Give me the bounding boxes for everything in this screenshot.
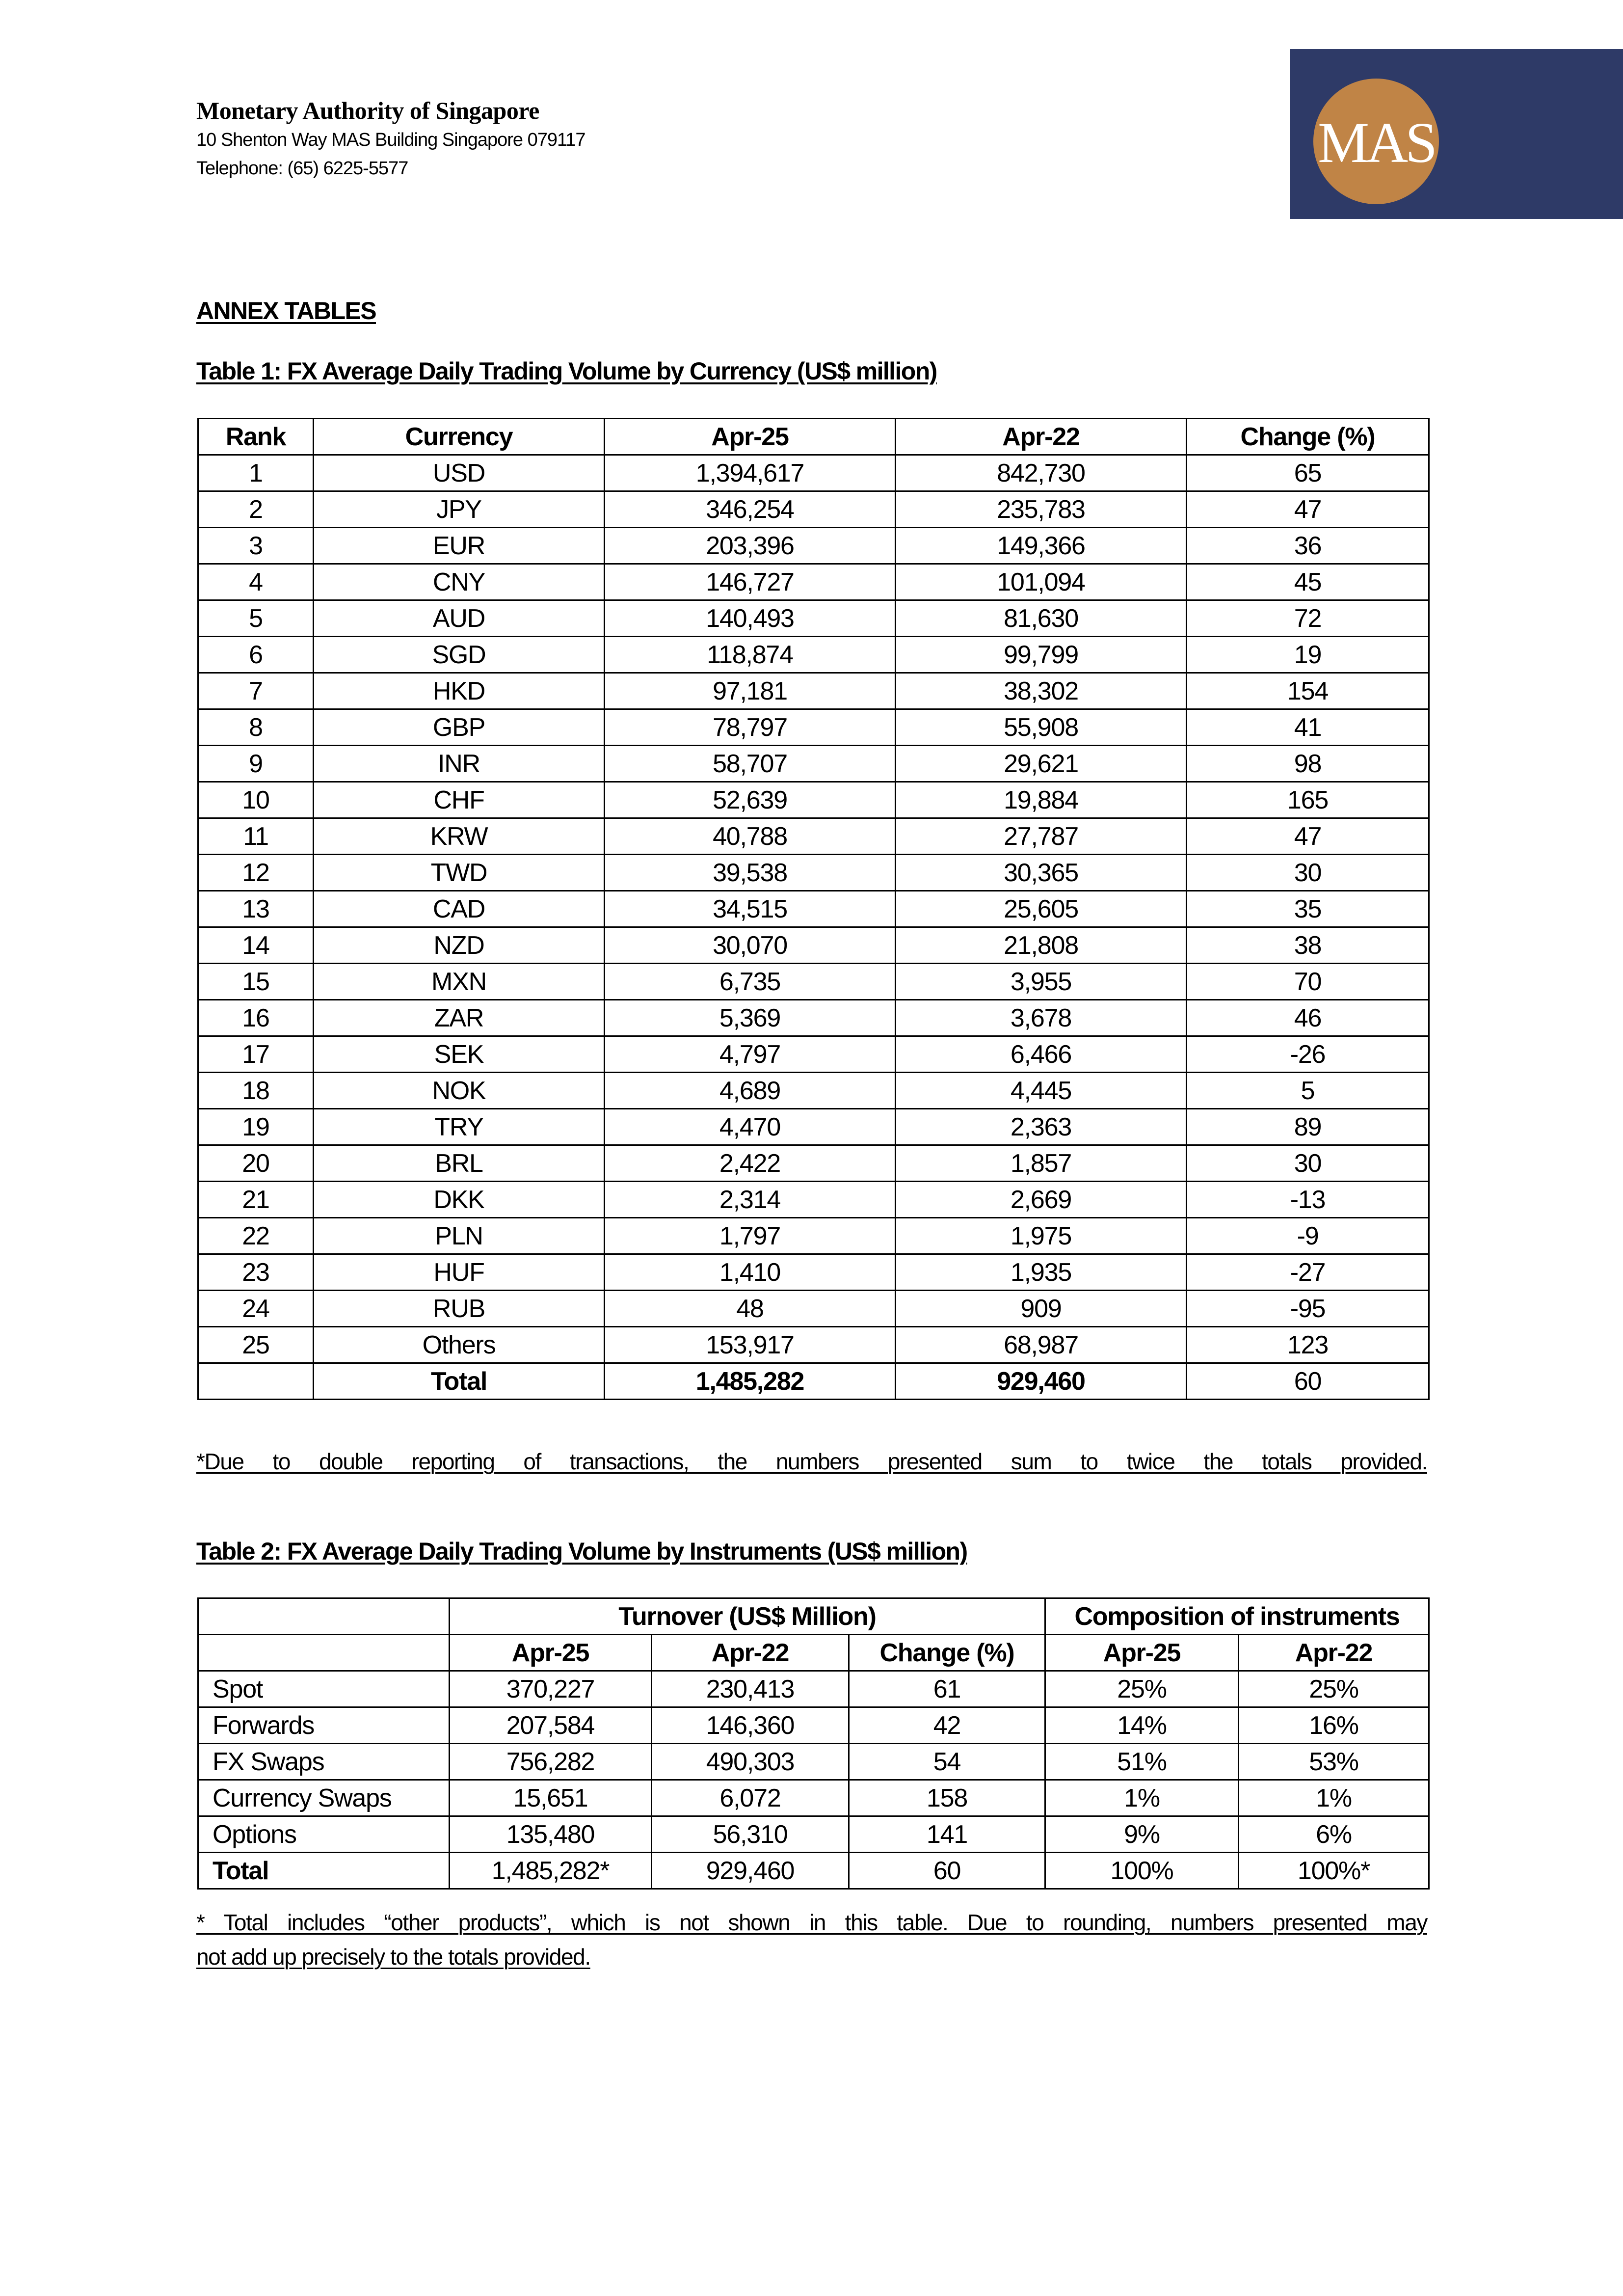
group-header-blank [198, 1598, 450, 1635]
column-header-change: Change (%) [1187, 419, 1429, 455]
table-row [198, 1291, 1429, 1327]
turnover-apr22-cell: 56,310 [652, 1816, 849, 1853]
currency-cell: KRW [314, 818, 605, 855]
rank-cell: 23 [198, 1254, 314, 1291]
change-cell: -13 [1187, 1182, 1429, 1218]
table2-footnote-line2: not add up precisely to the totals provided. [196, 1944, 590, 1970]
table-row [198, 746, 1429, 782]
column-header-apr22: Apr-22 [896, 419, 1187, 455]
change-cell: 158 [849, 1780, 1045, 1816]
currency-cell: MXN [314, 964, 605, 1000]
change-cell: 47 [1187, 491, 1429, 528]
currency-cell: NOK [314, 1073, 605, 1109]
turnover-apr22-cell: 490,303 [652, 1744, 849, 1780]
table-row [198, 1254, 1429, 1291]
instrument-cell: Forwards [198, 1707, 450, 1744]
apr22-cell: 149,366 [896, 528, 1187, 564]
table-row [198, 927, 1429, 964]
annex-title: ANNEX TABLES [196, 297, 376, 324]
table-row [198, 1707, 1429, 1744]
group-header-composition: Composition of instruments [1045, 1598, 1429, 1635]
currency-cell: DKK [314, 1182, 605, 1218]
change-cell: 123 [1187, 1327, 1429, 1363]
table2-group-header-row [198, 1598, 1429, 1635]
apr22-cell: 235,783 [896, 491, 1187, 528]
apr22-cell: 25,605 [896, 891, 1187, 927]
change-cell: 42 [849, 1707, 1045, 1744]
currency-cell: AUD [314, 600, 605, 637]
column-header-rank: Rank [198, 419, 314, 455]
currency-cell: JPY [314, 491, 605, 528]
apr25-cell: 4,689 [605, 1073, 896, 1109]
apr22-cell: 1,935 [896, 1254, 1187, 1291]
composition-apr25-cell: 14% [1045, 1707, 1239, 1744]
apr25-cell: 146,727 [605, 564, 896, 600]
currency-cell: EUR [314, 528, 605, 564]
total-change: 60 [1187, 1363, 1429, 1400]
table-row [198, 1036, 1429, 1073]
table2-total-row [198, 1853, 1429, 1889]
change-cell: 70 [1187, 964, 1429, 1000]
currency-cell: INR [314, 746, 605, 782]
apr25-cell: 48 [605, 1291, 896, 1327]
change-cell: 165 [1187, 782, 1429, 818]
apr25-cell: 2,314 [605, 1182, 896, 1218]
rank-cell: 13 [198, 891, 314, 927]
currency-cell: GBP [314, 709, 605, 746]
change-cell: 30 [1187, 855, 1429, 891]
change-cell: -95 [1187, 1291, 1429, 1327]
organization-telephone: Telephone: (65) 6225-5577 [196, 158, 408, 179]
rank-cell: 25 [198, 1327, 314, 1363]
apr22-cell: 2,363 [896, 1109, 1187, 1145]
change-cell: 38 [1187, 927, 1429, 964]
apr25-cell: 4,470 [605, 1109, 896, 1145]
currency-cell: SEK [314, 1036, 605, 1073]
change-cell: 46 [1187, 1000, 1429, 1036]
apr22-cell: 1,975 [896, 1218, 1187, 1254]
apr25-cell: 58,707 [605, 746, 896, 782]
column-header-apr25: Apr-25 [605, 419, 896, 455]
rank-cell: 12 [198, 855, 314, 891]
total-apr22: 929,460 [896, 1363, 1187, 1400]
rank-cell: 21 [198, 1182, 314, 1218]
table-row [198, 600, 1429, 637]
change-cell: 41 [1187, 709, 1429, 746]
logo-text: MAS [1318, 110, 1435, 175]
change-cell: 30 [1187, 1145, 1429, 1182]
table-row [198, 1671, 1429, 1707]
composition-apr25-total: 100% [1045, 1853, 1239, 1889]
table1-footnote: *Due to double reporting of transactions, the numbers presented sum to twice the totals provided. [196, 1449, 1427, 1474]
column-header-currency: Currency [314, 419, 605, 455]
composition-apr25-cell: 1% [1045, 1780, 1239, 1816]
apr22-cell: 3,678 [896, 1000, 1187, 1036]
turnover-apr25-cell: 756,282 [450, 1744, 652, 1780]
composition-apr22-total: 100%* [1239, 1853, 1429, 1889]
instrument-cell: Currency Swaps [198, 1780, 450, 1816]
apr25-cell: 97,181 [605, 673, 896, 709]
rank-cell: 14 [198, 927, 314, 964]
rank-cell: 19 [198, 1109, 314, 1145]
table-row [198, 709, 1429, 746]
currency-cell: TRY [314, 1109, 605, 1145]
turnover-apr22-cell: 6,072 [652, 1780, 849, 1816]
column-header-change: Change (%) [849, 1635, 1045, 1671]
apr22-cell: 38,302 [896, 673, 1187, 709]
composition-apr25-cell: 9% [1045, 1816, 1239, 1853]
rank-cell: 17 [198, 1036, 314, 1073]
table2-footnote-line1: * Total includes “other products”, which is not shown in this table. Due to rounding, numbers presented may [196, 1910, 1427, 1935]
apr22-cell: 81,630 [896, 600, 1187, 637]
apr25-cell: 153,917 [605, 1327, 896, 1363]
apr25-cell: 1,394,617 [605, 455, 896, 491]
apr22-cell: 1,857 [896, 1145, 1187, 1182]
apr22-cell: 30,365 [896, 855, 1187, 891]
rank-cell: 10 [198, 782, 314, 818]
composition-apr25-cell: 25% [1045, 1671, 1239, 1707]
table-row [198, 1780, 1429, 1816]
instrument-total: Total [198, 1853, 450, 1889]
table-row [198, 782, 1429, 818]
apr22-cell: 909 [896, 1291, 1187, 1327]
table1-currency-volume [197, 418, 1430, 1400]
table-row [198, 1327, 1429, 1363]
composition-apr25-cell: 51% [1045, 1744, 1239, 1780]
turnover-apr25-cell: 207,584 [450, 1707, 652, 1744]
instrument-cell: Spot [198, 1671, 450, 1707]
currency-cell: CAD [314, 891, 605, 927]
table-row [198, 1000, 1429, 1036]
rank-cell: 8 [198, 709, 314, 746]
apr25-cell: 4,797 [605, 1036, 896, 1073]
apr22-cell: 2,669 [896, 1182, 1187, 1218]
currency-cell: TWD [314, 855, 605, 891]
apr25-cell: 140,493 [605, 600, 896, 637]
apr22-cell: 27,787 [896, 818, 1187, 855]
column-header-turnover-apr25: Apr-25 [450, 1635, 652, 1671]
change-cell: 72 [1187, 600, 1429, 637]
apr22-cell: 68,987 [896, 1327, 1187, 1363]
apr25-cell: 5,369 [605, 1000, 896, 1036]
apr22-cell: 19,884 [896, 782, 1187, 818]
rank-cell: 20 [198, 1145, 314, 1182]
rank-cell: 2 [198, 491, 314, 528]
organization-address: 10 Shenton Way MAS Building Singapore 079117 [196, 130, 585, 150]
rank-cell: 6 [198, 637, 314, 673]
turnover-apr22-cell: 230,413 [652, 1671, 849, 1707]
rank-cell: 22 [198, 1218, 314, 1254]
table-row [198, 891, 1429, 927]
rank-cell: 1 [198, 455, 314, 491]
apr25-cell: 346,254 [605, 491, 896, 528]
change-cell: 35 [1187, 891, 1429, 927]
turnover-apr25-total: 1,485,282* [450, 1853, 652, 1889]
table-row [198, 637, 1429, 673]
column-header-turnover-apr22: Apr-22 [652, 1635, 849, 1671]
mas-logo [1290, 49, 1623, 219]
table1-header-row [198, 419, 1429, 455]
table-row [198, 1816, 1429, 1853]
total-label: Total [314, 1363, 605, 1400]
apr25-cell: 6,735 [605, 964, 896, 1000]
turnover-apr25-cell: 370,227 [450, 1671, 652, 1707]
rank-cell [198, 1363, 314, 1400]
change-total: 60 [849, 1853, 1045, 1889]
apr25-cell: 34,515 [605, 891, 896, 927]
change-cell: 61 [849, 1671, 1045, 1707]
change-cell: 19 [1187, 637, 1429, 673]
rank-cell: 18 [198, 1073, 314, 1109]
table-row [198, 564, 1429, 600]
table-row [198, 1744, 1429, 1780]
apr22-cell: 6,466 [896, 1036, 1187, 1073]
table2-instrument-volume [197, 1597, 1430, 1890]
table-row [198, 1218, 1429, 1254]
turnover-apr25-cell: 135,480 [450, 1816, 652, 1853]
change-cell: 45 [1187, 564, 1429, 600]
apr25-cell: 40,788 [605, 818, 896, 855]
apr22-cell: 29,621 [896, 746, 1187, 782]
currency-cell: CHF [314, 782, 605, 818]
apr25-cell: 118,874 [605, 637, 896, 673]
table-row [198, 1109, 1429, 1145]
change-cell: -27 [1187, 1254, 1429, 1291]
rank-cell: 5 [198, 600, 314, 637]
currency-cell: NZD [314, 927, 605, 964]
currency-cell: HUF [314, 1254, 605, 1291]
rank-cell: 24 [198, 1291, 314, 1327]
table-row [198, 491, 1429, 528]
rank-cell: 3 [198, 528, 314, 564]
apr25-cell: 30,070 [605, 927, 896, 964]
change-cell: 47 [1187, 818, 1429, 855]
turnover-apr25-cell: 15,651 [450, 1780, 652, 1816]
apr22-cell: 99,799 [896, 637, 1187, 673]
change-cell: 141 [849, 1816, 1045, 1853]
apr22-cell: 3,955 [896, 964, 1187, 1000]
table-row [198, 855, 1429, 891]
composition-apr22-cell: 16% [1239, 1707, 1429, 1744]
apr25-cell: 78,797 [605, 709, 896, 746]
rank-cell: 7 [198, 673, 314, 709]
total-apr25: 1,485,282 [605, 1363, 896, 1400]
currency-cell: USD [314, 455, 605, 491]
apr25-cell: 2,422 [605, 1145, 896, 1182]
table2-title: Table 2: FX Average Daily Trading Volume by Instruments (US$ million) [196, 1538, 967, 1565]
turnover-apr22-total: 929,460 [652, 1853, 849, 1889]
currency-cell: HKD [314, 673, 605, 709]
apr22-cell: 4,445 [896, 1073, 1187, 1109]
table-row [198, 528, 1429, 564]
logo-disc-icon [1313, 79, 1439, 204]
column-header-composition-apr25: Apr-25 [1045, 1635, 1239, 1671]
apr25-cell: 1,797 [605, 1218, 896, 1254]
apr22-cell: 101,094 [896, 564, 1187, 600]
rank-cell: 11 [198, 818, 314, 855]
change-cell: 54 [849, 1744, 1045, 1780]
table1-total-row [198, 1363, 1429, 1400]
currency-cell: BRL [314, 1145, 605, 1182]
column-header-instrument [198, 1635, 450, 1671]
table2-header-row [198, 1635, 1429, 1671]
change-cell: 89 [1187, 1109, 1429, 1145]
currency-cell: CNY [314, 564, 605, 600]
table-row [198, 1073, 1429, 1109]
composition-apr22-cell: 25% [1239, 1671, 1429, 1707]
currency-cell: ZAR [314, 1000, 605, 1036]
turnover-apr22-cell: 146,360 [652, 1707, 849, 1744]
change-cell: 36 [1187, 528, 1429, 564]
currency-cell: Others [314, 1327, 605, 1363]
table-row [198, 1182, 1429, 1218]
rank-cell: 9 [198, 746, 314, 782]
change-cell: 154 [1187, 673, 1429, 709]
currency-cell: SGD [314, 637, 605, 673]
rank-cell: 4 [198, 564, 314, 600]
apr25-cell: 1,410 [605, 1254, 896, 1291]
change-cell: 5 [1187, 1073, 1429, 1109]
table-row [198, 964, 1429, 1000]
table-row [198, 818, 1429, 855]
currency-cell: PLN [314, 1218, 605, 1254]
change-cell: 65 [1187, 455, 1429, 491]
change-cell: 98 [1187, 746, 1429, 782]
table-row [198, 1145, 1429, 1182]
currency-cell: RUB [314, 1291, 605, 1327]
rank-cell: 15 [198, 964, 314, 1000]
instrument-cell: Options [198, 1816, 450, 1853]
apr25-cell: 52,639 [605, 782, 896, 818]
composition-apr22-cell: 53% [1239, 1744, 1429, 1780]
rank-cell: 16 [198, 1000, 314, 1036]
change-cell: -26 [1187, 1036, 1429, 1073]
table1-title: Table 1: FX Average Daily Trading Volume by Currency (US$ million) [196, 357, 937, 385]
table-row [198, 673, 1429, 709]
apr25-cell: 39,538 [605, 855, 896, 891]
apr25-cell: 203,396 [605, 528, 896, 564]
table-row [198, 455, 1429, 491]
instrument-cell: FX Swaps [198, 1744, 450, 1780]
apr22-cell: 842,730 [896, 455, 1187, 491]
apr22-cell: 21,808 [896, 927, 1187, 964]
column-header-composition-apr22: Apr-22 [1239, 1635, 1429, 1671]
group-header-turnover: Turnover (US$ Million) [450, 1598, 1045, 1635]
composition-apr22-cell: 6% [1239, 1816, 1429, 1853]
composition-apr22-cell: 1% [1239, 1780, 1429, 1816]
apr22-cell: 55,908 [896, 709, 1187, 746]
change-cell: -9 [1187, 1218, 1429, 1254]
organization-name: Monetary Authority of Singapore [196, 97, 539, 124]
